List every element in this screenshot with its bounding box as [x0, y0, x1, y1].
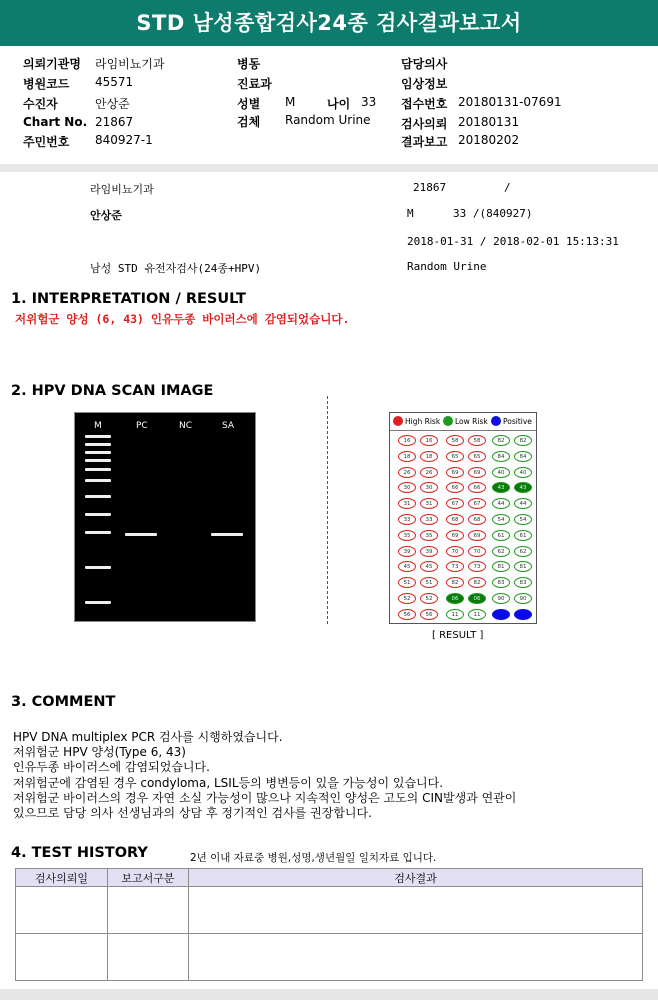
hpv-probe-cell: 66	[446, 482, 464, 493]
hpv-probe-cell: 73	[446, 561, 464, 572]
summary-specimen: Random Urine	[407, 260, 487, 273]
marker-band	[85, 531, 111, 534]
sex-value: M	[285, 95, 296, 109]
hpv-probe-cell: 30	[398, 482, 416, 493]
hpv-probe-cell: 56	[420, 609, 438, 620]
hpv-probe-cell: 61	[492, 530, 510, 541]
hpv-probe-cell: 35	[398, 530, 416, 541]
hpv-probe-cell: 83	[514, 577, 532, 588]
hpv-probe-cell: 16	[420, 435, 438, 446]
hpv-probe-cell: 66	[468, 482, 486, 493]
history-row	[16, 887, 643, 934]
hpv-probe-cell: 58	[446, 435, 464, 446]
hpv-probe-cell: 40	[514, 467, 532, 478]
hpv-probe-cell: 51	[398, 577, 416, 588]
section-scan-heading: 2. HPV DNA SCAN IMAGE	[11, 383, 214, 399]
hpv-probe-cell: 67	[446, 498, 464, 509]
hpv-probe-cell: 69	[468, 467, 486, 478]
sa-band	[211, 533, 243, 536]
hpv-probe-cell: 40	[492, 467, 510, 478]
hpv-probe-cell: 58	[468, 435, 486, 446]
hpv-probe-cell: 06	[468, 593, 486, 604]
section-interpretation-heading: 1. INTERPRETATION / RESULT	[11, 291, 246, 307]
receipt-label: 접수번호	[401, 97, 448, 111]
dept-label: 진료과	[237, 77, 272, 91]
specimen-value: Random Urine	[285, 113, 371, 127]
result-caption: [ RESULT ]	[432, 630, 484, 641]
hpv-result-grid	[389, 412, 537, 624]
gel-lane-label: SA	[222, 421, 235, 431]
hospital-label: 의뢰기관명	[23, 57, 81, 71]
hpv-probe-cell: 62	[514, 546, 532, 557]
low-risk-dot-icon	[443, 416, 453, 426]
marker-band	[85, 468, 111, 471]
gel-electrophoresis-image	[74, 412, 256, 622]
hpv-probe-cell: 65	[468, 451, 486, 462]
hpv-probe-cell: 51	[420, 577, 438, 588]
summary-date-range: 2018-01-31 / 2018-02-01 15:13:31	[407, 235, 619, 248]
hpv-probe-cell: 82	[468, 577, 486, 588]
summary-sex: M	[407, 207, 414, 220]
hpv-probe-cell: 83	[492, 577, 510, 588]
doctor-label: 담당의사	[401, 57, 448, 71]
history-row	[16, 934, 643, 981]
summary-age-rrn: 33 /(840927)	[453, 207, 533, 220]
hpv-probe-cell: 70	[446, 546, 464, 557]
ward-label: 병동	[237, 57, 261, 71]
hpv-probe-cell: 56	[398, 609, 416, 620]
clinical-label: 임상정보	[401, 77, 448, 91]
pc-band	[125, 533, 157, 536]
positive-dot-icon	[491, 416, 501, 426]
hpv-probe-cell: 11	[446, 609, 464, 620]
legend-high: High Risk	[405, 417, 441, 426]
rrn-label: 주민번호	[23, 135, 70, 149]
comment-line: HPV DNA multiplex PCR 검사를 시행하였습니다.	[13, 730, 283, 744]
gel-lane-label: NC	[179, 421, 193, 431]
hpv-probe-cell: 06	[446, 593, 464, 604]
col-header: 검사결과	[189, 869, 643, 887]
chart-label: Chart No.	[23, 115, 88, 129]
hpv-probe-cell: 44	[492, 498, 510, 509]
history-header-row	[16, 869, 643, 887]
hpv-probe-cell: 31	[420, 498, 438, 509]
hpv-probe-cell: 82	[514, 435, 532, 446]
hpv-probe-cell: 33	[420, 514, 438, 525]
comment-line: 저위험군 바이러스의 경우 자연 소실 가능성이 많으나 지속적인 양성은 고도의 CIN발생과 연관이	[13, 790, 517, 805]
summary-chart: 21867	[413, 181, 447, 194]
hpv-probe-cell: 45	[420, 561, 438, 572]
legend-low: Low Risk	[455, 417, 488, 426]
hospital-value: 라임비뇨기과	[95, 57, 165, 71]
marker-band	[85, 459, 111, 462]
age-label: 나이	[327, 97, 351, 111]
hpv-probe-cell: 11	[468, 609, 486, 620]
hpv-probe-cell: 43	[492, 482, 510, 493]
hpv-probe-cell: 52	[420, 593, 438, 604]
hpv-probe-cell: 30	[420, 482, 438, 493]
gel-lane-label: M	[94, 421, 102, 431]
hpv-probe-cell: 67	[468, 498, 486, 509]
summary-hospital: 라임비뇨기과	[90, 183, 154, 196]
col-header: 보고서구분	[108, 869, 189, 887]
hpv-probe-cell: 54	[492, 514, 510, 525]
hpv-probe-cell: 81	[514, 561, 532, 572]
hpv-probe-cell: 90	[492, 593, 510, 604]
marker-band	[85, 479, 111, 482]
comment-line: 저위험군에 감염된 경우 condyloma, LSIL등의 병변등이 있을 가능성이 있습니다.	[13, 775, 444, 790]
hpv-probe-cell: 84	[514, 451, 532, 462]
hpv-probe-cell: 81	[492, 561, 510, 572]
code-value: 45571	[95, 75, 134, 89]
high-risk-dot-icon	[393, 416, 403, 426]
hpv-probe-cell: 68	[468, 514, 486, 525]
hpv-probe-cell: 39	[398, 546, 416, 557]
marker-band	[85, 513, 111, 516]
comment-line: 있으므로 담당 의사 선생님과의 상담 후 정기적인 검사를 권장합니다.	[13, 806, 372, 821]
request-value: 20180131	[458, 115, 520, 129]
patient-value: 안상준	[95, 97, 130, 111]
legend	[390, 413, 536, 431]
hpv-probe-cell: 65	[446, 451, 464, 462]
gel-lane-label: PC	[136, 421, 148, 431]
hpv-probe-cell: 68	[446, 514, 464, 525]
col-header: 검사의뢰일	[16, 869, 108, 887]
comment-text	[13, 730, 516, 821]
marker-band	[85, 495, 111, 498]
divider-band	[0, 164, 658, 172]
hpv-probe-cell: 26	[398, 467, 416, 478]
hpv-probe-cell: 84	[492, 451, 510, 462]
sex-label: 성별	[237, 97, 261, 111]
hpv-probe-cell: 18	[398, 451, 416, 462]
hpv-probe-cell: 82	[492, 435, 510, 446]
hpv-probe-cell: 52	[398, 593, 416, 604]
hpv-probe-cell: 54	[514, 514, 532, 525]
marker-band	[85, 601, 111, 604]
comment-line: 인유두종 바이러스에 감염되었습니다.	[13, 760, 210, 775]
marker-band	[85, 435, 111, 438]
code-label: 병원코드	[23, 77, 70, 91]
marker-band	[85, 451, 111, 454]
history-note: 2년 이내 자료중 병원,성명,생년월일 일치자료 입니다.	[190, 852, 437, 864]
summary-test-name: 남성 STD 유전자검사(24종+HPV)	[90, 262, 262, 275]
hpv-probe-cell: 39	[420, 546, 438, 557]
summary-patient: 안상준	[90, 209, 122, 222]
hpv-probe-cell: 18	[420, 451, 438, 462]
comment-line: 저위험군 HPV 양성(Type 6, 43)	[13, 745, 186, 760]
hpv-probe-cell: 69	[446, 467, 464, 478]
hpv-probe-cell	[514, 609, 532, 620]
footer-band	[0, 989, 658, 1000]
request-label: 검사의뢰	[401, 117, 448, 131]
patient-label: 수진자	[23, 97, 58, 111]
report-date-value: 20180202	[458, 133, 520, 147]
marker-band	[85, 443, 111, 446]
chart-value: 21867	[95, 115, 134, 129]
history-table	[15, 868, 643, 981]
hpv-probe-cell: 44	[514, 498, 532, 509]
hpv-probe-cell: 73	[468, 561, 486, 572]
hpv-probe-cell: 69	[446, 530, 464, 541]
dashed-separator	[327, 396, 328, 624]
age-value: 33	[361, 95, 377, 109]
section-history-heading: 4. TEST HISTORY	[11, 845, 148, 861]
hpv-probe-cell: 31	[398, 498, 416, 509]
hpv-probe-cell: 45	[398, 561, 416, 572]
hpv-probe-cell	[492, 609, 510, 620]
hpv-probe-cell: 90	[514, 593, 532, 604]
hpv-probe-cell: 35	[420, 530, 438, 541]
receipt-value: 20180131-07691	[458, 95, 562, 109]
section-comment-heading: 3. COMMENT	[11, 694, 116, 710]
hpv-probe-cell: 82	[446, 577, 464, 588]
hpv-probe-cell: 70	[468, 546, 486, 557]
patient-info-header	[0, 48, 658, 165]
interpretation-result: 저위험군 양성 (6, 43) 인유두종 바이러스에 감염되었습니다.	[15, 312, 350, 326]
summary-slash: /	[504, 181, 511, 194]
hpv-probe-cell: 33	[398, 514, 416, 525]
legend-positive: Positive	[503, 417, 532, 426]
hpv-probe-cell: 16	[398, 435, 416, 446]
report-title: STD 남성종합검사24종 검사결과보고서	[0, 0, 658, 46]
specimen-label: 검체	[237, 115, 261, 129]
rrn-value: 840927-1	[95, 133, 153, 147]
marker-band	[85, 566, 111, 569]
report-date-label: 결과보고	[401, 135, 448, 149]
hpv-probe-cell: 61	[514, 530, 532, 541]
hpv-probe-cell: 62	[492, 546, 510, 557]
hpv-probe-cell: 43	[514, 482, 532, 493]
hpv-probe-cell: 26	[420, 467, 438, 478]
hpv-probe-cell: 69	[468, 530, 486, 541]
